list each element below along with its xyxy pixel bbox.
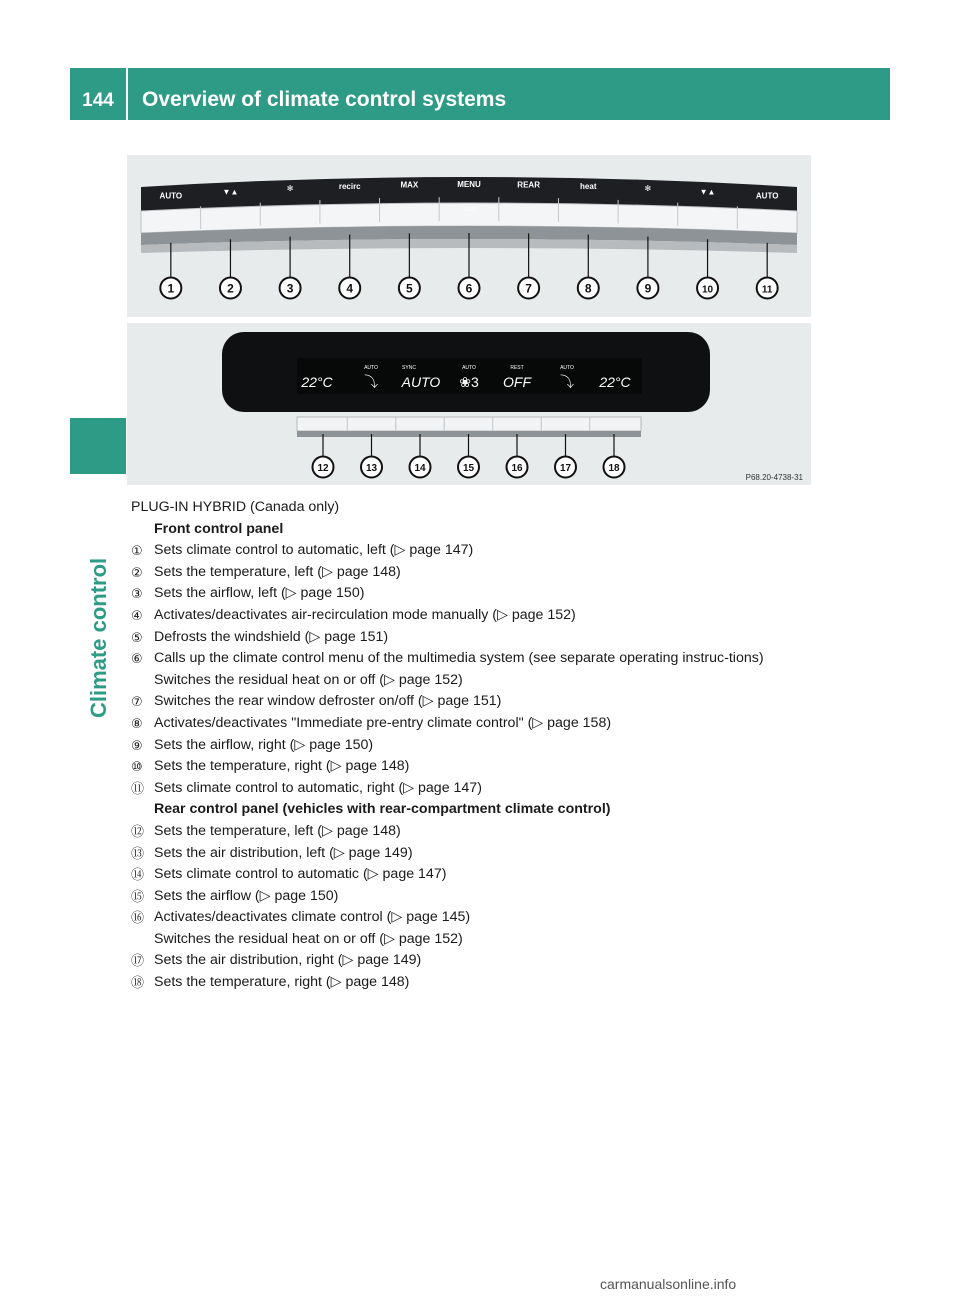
item-text: Sets the airflow, left (▷ page 150) [154,585,365,602]
item-text: Calls up the climate control menu of the multimedia system (see separate operating instruc-tions) [154,650,764,667]
item-text: Defrosts the windshield (▷ page 151) [154,628,389,645]
rear-top-label: REST [510,365,524,371]
item-text: Activates/deactivates air-recirculation mode manually (▷ page 152) [154,606,576,623]
front-list-b [131,691,811,799]
rear-top-label: SYNC [402,365,416,371]
item-number: ⑬ [131,845,145,861]
rear-callout-number: 18 [608,463,620,474]
front-panel-heading: Front control panel [154,520,284,537]
item-number: ⑭ [131,867,145,883]
rear-right-distribution-icon: ⤵ [560,374,574,390]
list-item [131,627,811,649]
rear-list-a [131,821,811,929]
front-callout-number: 9 [644,281,652,296]
front-button-label: REAR [517,180,540,190]
list-item [131,691,811,713]
front-button-label: ✻ [286,184,294,194]
front-callout-number: 3 [286,281,294,296]
item-number: ⑤ [131,629,143,645]
front-button-label: MENU [457,180,481,189]
section-marker [70,418,126,474]
item-number: ⑫ [131,823,145,839]
item-6-extra: Switches the residual heat on or off (▷ page 152) [154,671,463,688]
rear-list-b [131,950,811,993]
list-item [131,583,811,605]
item-text: Sets the air distribution, right (▷ page 149) [154,952,422,969]
list-item [131,950,811,972]
rear-callout-number: 17 [559,463,572,474]
item-text: Activates/deactivates climate control (▷ page 145) [154,909,471,926]
front-list-a [131,540,811,670]
front-button-label: heat [580,181,597,191]
page-title: Overview of climate control systems [128,68,890,120]
item-text: Sets the temperature, left (▷ page 148) [154,563,401,580]
description-text [131,497,811,994]
item-16-extra: Switches the residual heat on or off (▷ page 152) [154,930,463,947]
front-button-label: MAX [400,180,419,190]
list-item [131,562,811,584]
list-item [131,605,811,627]
front-callout-number: 8 [584,281,592,296]
item-text: Sets climate control to automatic, left (▷ page 147) [154,542,474,559]
item-text: Sets the air distribution, left (▷ page 149) [154,844,413,861]
item-number: ⑩ [131,759,143,775]
front-button-label: AUTO [159,191,183,201]
list-item [131,735,811,757]
rear-right-temp: 22°C [599,374,631,390]
page-number: 144 [70,68,126,120]
item-number: ⑮ [131,888,145,904]
rear-panel-heading: Rear control panel (vehicles with rear-compartment climate control) [154,801,611,818]
list-item [131,843,811,865]
rear-auto-display: AUTO [401,374,441,390]
list-item [131,907,811,929]
item-number: ⑥ [131,651,143,667]
item-text: Sets the temperature, right (▷ page 148) [154,758,410,775]
front-button-label: ✻ [644,184,652,194]
figure-code: P68.20-4738-31 [745,473,803,482]
item-text: Activates/deactivates "Immediate pre-entry climate control" (▷ page 158) [154,714,612,731]
rear-callout-number: 15 [462,463,475,474]
rear-callout-number: 13 [365,463,378,474]
item-number: ⑨ [131,737,143,753]
rear-callout-number: 16 [511,463,523,474]
front-callout-number: 5 [406,281,413,296]
front-button-label: ▼▲ [222,187,239,197]
item-number: ⑱ [131,975,145,991]
watermark: carmanualsonline.info [600,1276,737,1292]
item-text: Sets climate control to automatic (▷ page 147) [154,866,447,883]
item-number: ⑰ [131,953,145,969]
item-number: ⑪ [131,780,145,796]
climate-control-figure [127,155,811,485]
front-button-label: ▼▲ [699,187,716,197]
rear-left-temp: 22°C [301,374,333,390]
item-text: Sets the temperature, right (▷ page 148) [154,974,410,991]
item-number: ⑦ [131,694,143,710]
rear-top-label: AUTO [364,365,378,371]
item-text: Sets the airflow, right (▷ page 150) [154,736,374,753]
item-number: ② [131,564,143,580]
front-callout-number: 10 [701,284,714,296]
front-callout-number: 1 [167,281,175,296]
figure-svg [127,155,811,485]
rear-fan-display: ❀3 [459,374,479,390]
front-callout-number: 7 [525,281,532,296]
item-number: ③ [131,586,143,602]
list-item [131,756,811,778]
front-button-label: AUTO [755,191,779,201]
item-number: ⑯ [131,910,145,926]
item-text: Switches the rear window defroster on/off (▷ page 151) [154,693,502,710]
rear-top-label: AUTO [462,365,476,371]
item-number: ① [131,543,143,559]
list-item [131,778,811,800]
front-callout-number: 6 [465,281,473,296]
rear-callout-number: 12 [317,463,329,474]
list-item [131,648,811,670]
list-item [131,713,811,735]
front-callout-number: 2 [227,281,234,296]
section-title: Climate control [86,557,111,718]
rear-off-display: OFF [503,374,531,390]
item-number: ④ [131,607,143,623]
front-callout-number: 4 [346,281,354,296]
item-text: Sets the airflow (▷ page 150) [154,887,339,904]
item-number: ⑧ [131,715,143,731]
list-item [131,886,811,908]
list-item [131,972,811,994]
front-callout-number: 11 [761,284,773,296]
rear-left-distribution-icon: ⤵ [364,374,378,390]
list-item [131,864,811,886]
front-sub-label: REST [463,207,477,213]
item-text: Sets the temperature, left (▷ page 148) [154,822,401,839]
front-button-label: recirc [338,181,361,191]
rear-callout-number: 14 [414,463,426,474]
item-text: Sets climate control to automatic, right (▷ page 147) [154,779,482,796]
list-item [131,821,811,843]
intro-line: PLUG-IN HYBRID (Canada only) [131,499,340,515]
rear-top-label: AUTO [560,365,574,371]
list-item [131,540,811,562]
